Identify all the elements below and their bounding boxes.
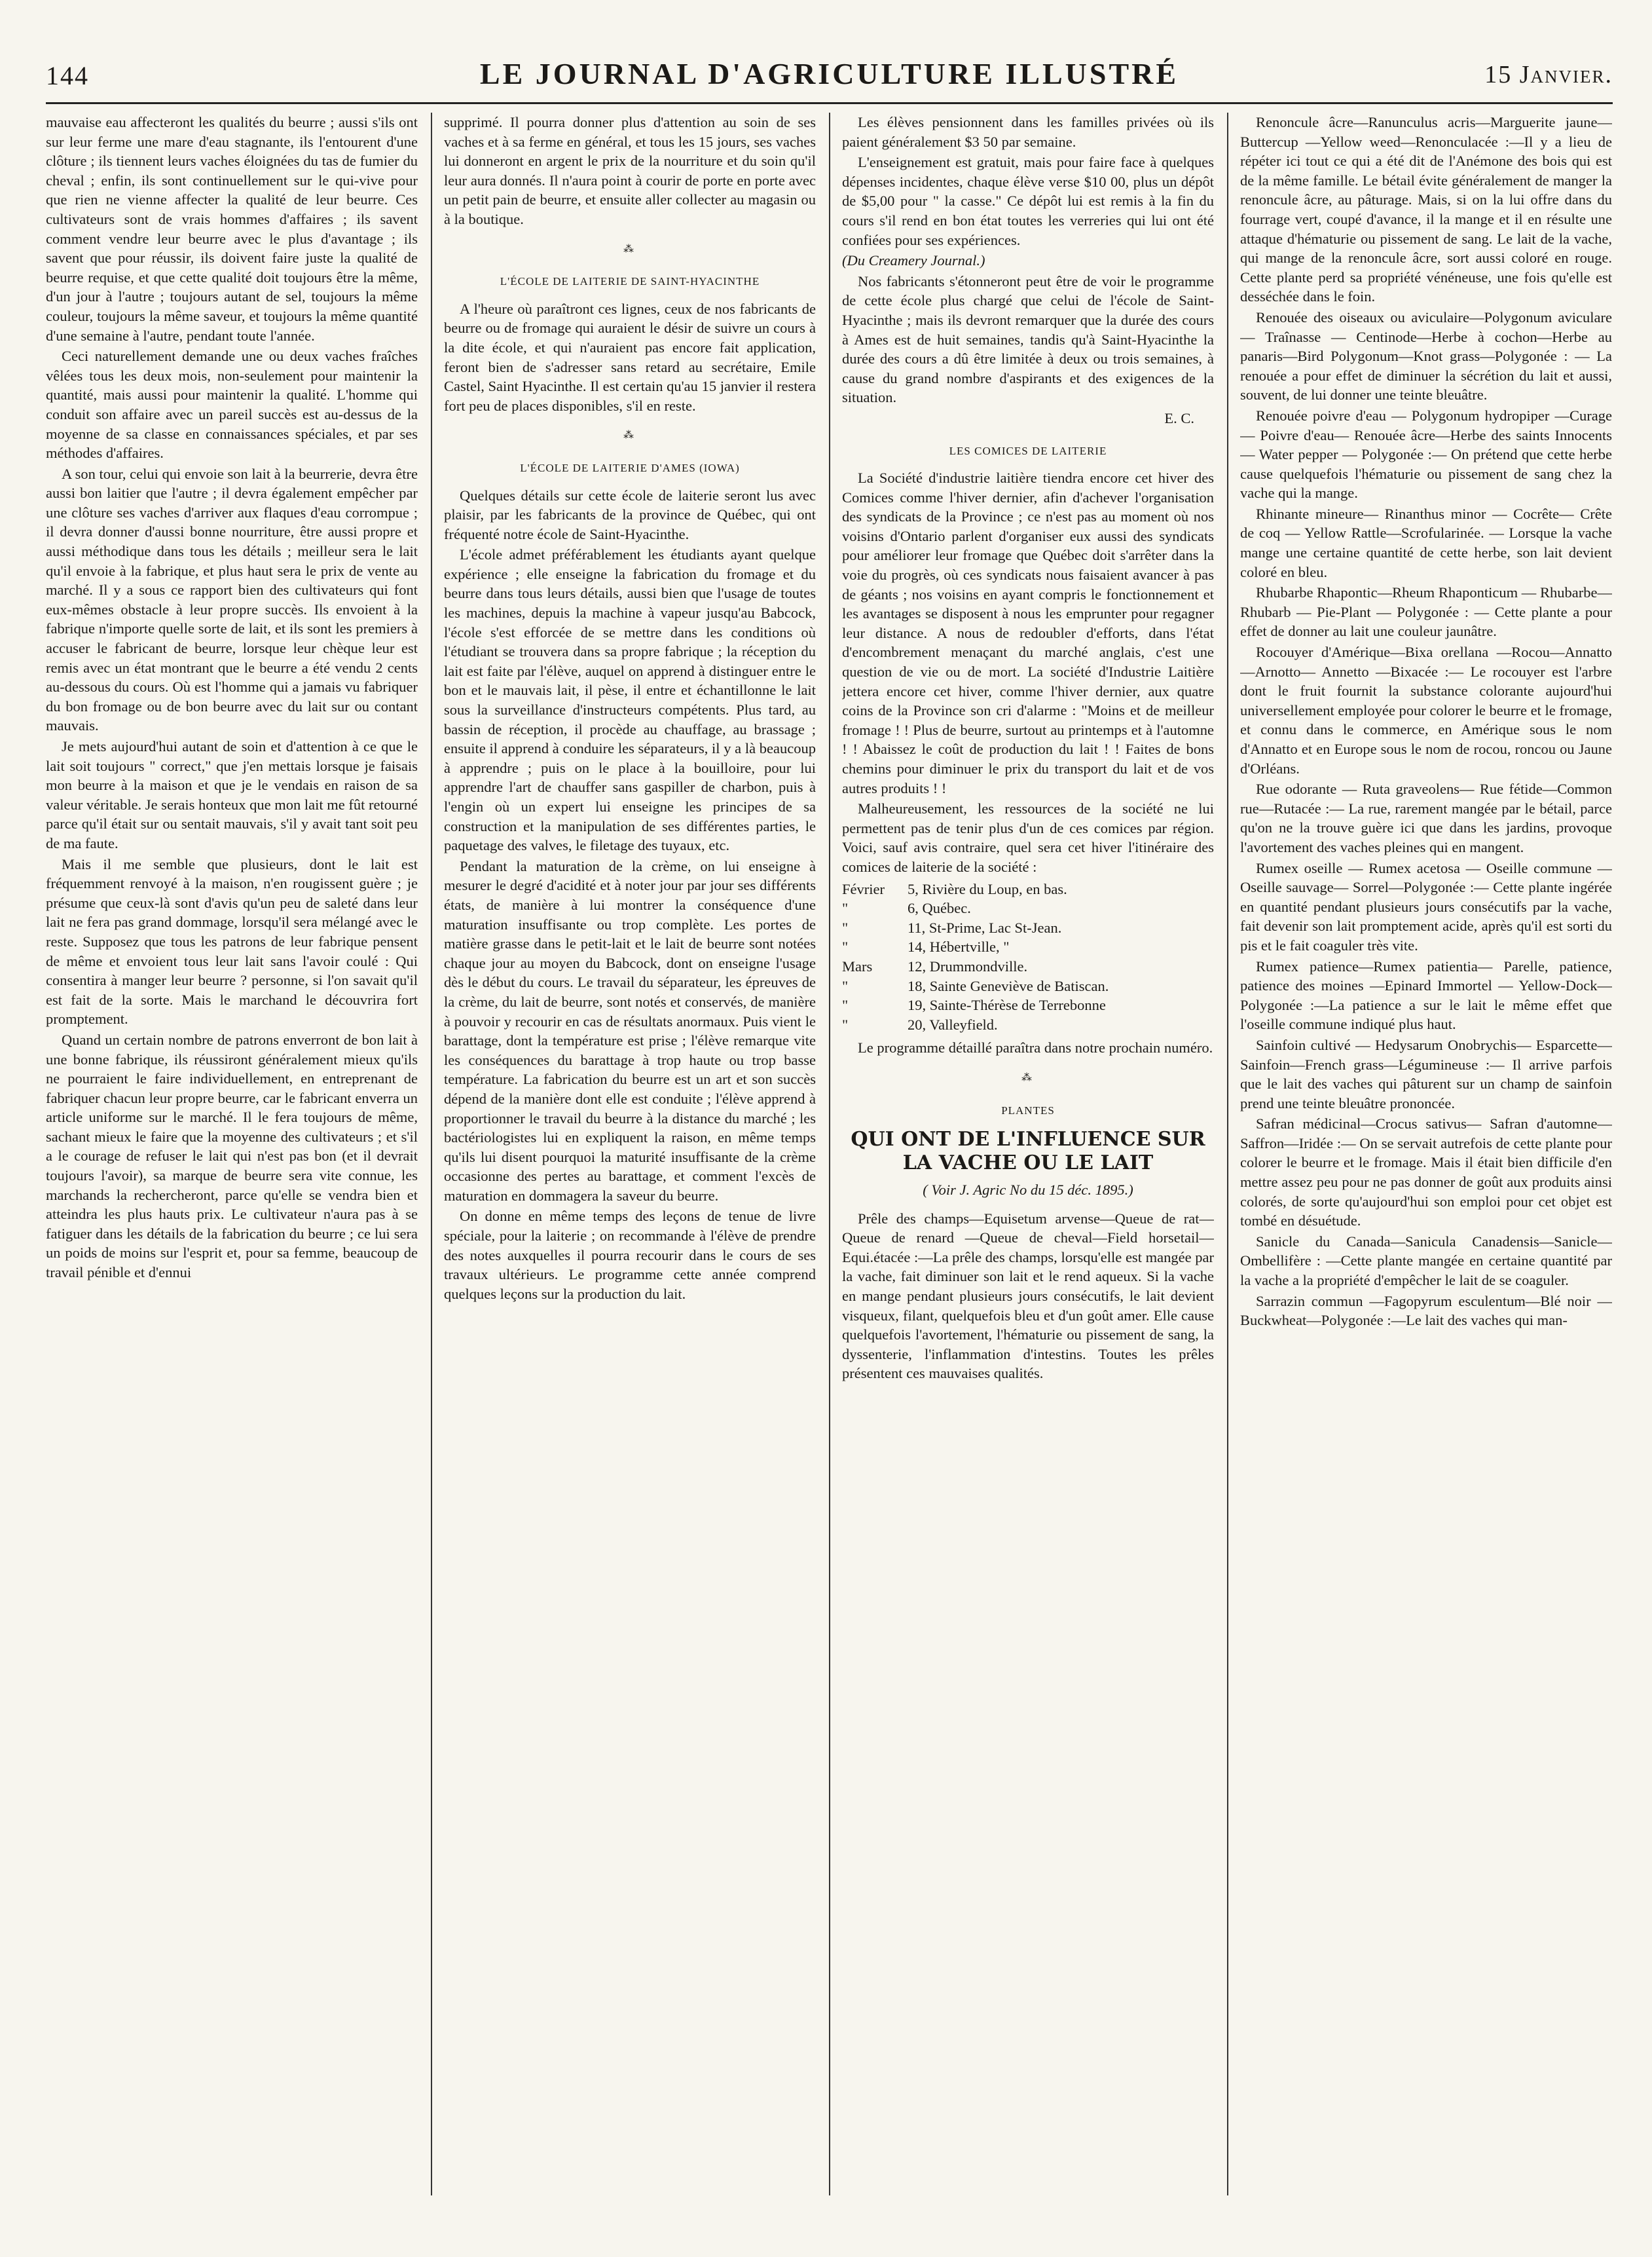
paragraph: Nos fabricants s'étonneront peut être de voir le programme de cette école plus chargé que celui de l'école de Saint-Hyacinthe ; mais ils devront remarquer que la durée des cours à Ames est de huit semaines, tandis qu'à Saint-Hyacinthe la durée des cours a dû être limitée à deux ou trois semaines, à cause du grand nombre d'aspirants et des exigences de la situation.	[842, 272, 1214, 406]
paragraph: Ceci naturellement demande une ou deux vaches fraîches vêlées tous les deux mois, non-seulement pour maintenir la quantité, mais aussi pour maintenir la qualité. L'homme qui conduit son affaire avec un pareil succès est au-dessus de la moyenne de sa classe en connaissances spéciales, et par ses méthodes d'affaires.	[46, 348, 418, 462]
issue-date: 15 Janvier.	[1484, 61, 1613, 88]
section-heading-ames: L'ÉCOLE DE LAITERIE D'AMES (IOWA)	[520, 461, 740, 474]
schedule-row: " 20, Valleyfield.	[842, 1016, 998, 1033]
paragraph: Les élèves pensionnent dans les familles privées où ils paient généralement $3 50 par semaine.	[842, 114, 1214, 150]
section-heading-saint-hyacinthe: L'ÉCOLE DE LAITERIE DE SAINT-HYACINTHE	[500, 275, 760, 288]
plants-label: PLANTES	[1001, 1104, 1055, 1117]
plant-entry: Rue odorante — Ruta graveolens— Rue fétide—Common rue—Rutacée :— La rue, rarement mangée par le bétail, parce qu'on ne la trouve guère ici que dans les jardins, provoque l'avortement des vaches pleines qui en mangent.	[1240, 781, 1612, 855]
paragraph: mauvaise eau affecteront les qualités du beurre ; aussi s'ils ont sur leur ferme une mare d'eau stagnante, ils l'entourent d'une clôture ; ils tiennent leurs vaches éloignées du tas de fumier du cheval ; enfin, ils sont continuellement sur le qui-vive pour que rien ne vienne affecter la qualité de leur beurre. Ces cultivateurs sont de vrais hommes d'affaires ; ils savent comment vendre leur beurre avec le plus d'avantage ; ils savent que pour réussir, ils doivent faire juste la qualité de beurre requise, et que cette qualité doit toujours être la même, d'un jour à l'autre ; toujours autant de sel, toujours la même couleur, toujours la même saveur, et toujours la même quantité d'une semaine à l'autre, pendant toute l'année.	[46, 114, 418, 344]
column-divider	[1227, 113, 1228, 2195]
paragraph: Mais il me semble que plusieurs, dont le lait est fréquemment renvoyé à la maison, n'en rougissent guère ; je présume que ceux-là sont d'avis qu'un peu de saleté dans leur lait ne fera pas grand dommage, lorsqu'il sera mélangé avec le reste. Supposez que tous les patrons de leur fabrique pensent de même et envoient tous leur lait sans l'avoir coulé : Qui consentira à manger leur beurre ? personne, si l'on savait qu'il est fait de la sorte. Mais le marchand le découvrira fort promptement.	[46, 855, 418, 1028]
section-ornament: ⁂	[623, 430, 636, 441]
plant-entry: Renouée poivre d'eau — Polygonum hydropiper —Curage— Poivre d'eau— Renouée âcre—Herbe des saints Innocents — Water pepper — Polygonée :— On prétend que cette herbe cause quelquefois l'hématurie ou pissement de sang chez la vache qui la mange.	[1240, 407, 1612, 502]
section-heading-comices: LES COMICES DE LAITERIE	[949, 444, 1107, 457]
column-1	[46, 113, 418, 2209]
itinerary-schedule	[842, 880, 1214, 1035]
plant-entry: Sainfoin cultivé — Hedysarum Onobrychis— Esparcette—Sainfoin—French grass—Légumineuse :— Il arrive parfois que le lait des vaches qui pâturent sur un champ de sainfoin prend une teinte bleuâtre prononcée.	[1240, 1036, 1612, 1111]
source-citation: (Du Creamery Journal.)	[842, 252, 985, 269]
plant-entry: Rhubarbe Rhapontic—Rheum Rhaponticum — Rhubarbe— Rhubarb — Pie-Plant — Polygonée : — Cette plante a pour effet de donner au lait une couleur jaunâtre.	[1240, 584, 1612, 640]
column-2	[444, 113, 816, 2209]
section-ornament: ⁂	[623, 243, 636, 255]
paragraph: La Société d'industrie laitière tiendra encore cet hiver des Comices comme l'hiver dernier, afin d'achever l'organisation des syndicats de la Province ; ce n'est pas au moment où nos voisins d'Ontario parlent d'organiser eux aussi des syndicats pour améliorer leur fromage que Québec doit s'arrêter dans la voie du progrès, où ces syndicats nous faisaient avancer à pas de géants ; nos voisins en ayant compris le fonctionnement et les avantages se disposent à nous les emprunter pour regagner leur distance. A nous de redoubler d'efforts, dans l'état d'encombrement menaçant du marché anglais, c'est une question de vie ou de mort. La société d'Industrie Laitière jettera encore cet hiver, comme l'hiver dernier, aux quatre coins de la Province son cri d'alarme : "Moins et de meilleur fromage ! ! Plus de beurre, surtout au printemps et à l'automne ! ! Abaissez le coût de production du lait ! ! Faites de bons chemins pour diminuer le prix du transport du lait et de vos autres produits ! !	[842, 470, 1214, 796]
page-header	[46, 51, 1613, 103]
journal-title: LE JOURNAL D'AGRICULTURE ILLUSTRÉ	[479, 57, 1179, 90]
paragraph: A son tour, celui qui envoie son lait à la beurrerie, devra être aussi bon laitier que l'autre ; il devra également empêcher par une clôture ses vaches d'arriver aux flaques d'eau corrompue ; il devra donner d'aussi bonne nourriture, être aussi propre et aussi méthodique dans tous les détails ; meilleur sera le lait qu'il envoie à la fabrique, et plus haut sera le prix de vente au marché. Il y a sous ce rapport bien des cultivateurs qui font eux-mêmes obstacle à leur propre succès. Ils envoient à la fabrique n'importe quelle sorte de lait, et ils sont les premiers à accuser le fabricant de beurre, lorsque leur chèque leur est remis avec un état montrant que le beurre a été vendu 2 cents au-dessous du cours. Où est l'homme qui a jamais vu fabriquer du bon fromage ou de bon beurre avec du lait sur ou contant mauvais.	[46, 465, 418, 734]
schedule-row: " 11, St-Prime, Lac St-Jean.	[842, 919, 1062, 936]
section-ornament: ⁂	[1021, 1072, 1035, 1083]
plant-entry: Rumex oseille — Rumex acetosa — Oseille commune — Oseille sauvage— Sorrel—Polygonée :— Cette plante ingérée en quantité pendant plusieurs jours consécutifs par la vache, fait devenir son lait promptement acide, après qu'il est sorti du pis et le fait coaguler très vite.	[1240, 859, 1612, 954]
paragraph: Quand un certain nombre de patrons enverront de bon lait à une bonne fabrique, ils réussiront généralement mieux qu'ils ne pourraient le faire individuellement, en entreprenant de fabriquer chacun leur propre beurre, car le fabricant enverra un article uniforme sur le marché. Il le fera toujours de même, sachant mieux le faire que la moyenne des cultivateurs ; et s'il a le courage de refuser le lait qui n'est pas bon (et il devrait toujours l'avoir), sa marque de beurre sera vite connue, les marchands la rechercheront, parce qu'elle se vendra bien et atteindra les plus hauts prix. Le cultivateur n'aura pas à se fatiguer dans les détails de la fabrication du beurre ; ce lui sera un poids de moins sur l'esprit et, pour sa femme, beaucoup de travail pénible et d'ennui	[46, 1031, 418, 1281]
plant-entry: Rhinante mineure— Rinanthus minor — Cocrête— Crête de coq — Yellow Rattle—Scrofularinée. — Lorsque la vache mange une certaine quantité de cette herbe, son lait devient coloré en bleu.	[1240, 505, 1612, 580]
paragraph: L'enseignement est gratuit, mais pour faire face à quelques dépenses incidentes, chaque élève verse $10 00, plus un dépôt de $5,00 pour " la casse." Ce dépôt lui est remis à la fin du cours s'il rend en bon état toutes les verreries qui lui ont été confiées pour ses expériences.	[842, 154, 1214, 248]
newspaper-page	[46, 31, 1613, 2232]
paragraph: L'école admet préférablement les étudiants ayant quelque expérience ; elle enseigne la fabrication du fromage et du beurre dans tous leurs détails, aussi bien que l'usage de toutes les machines, depuis la machine à vapeur jusqu'au Babcock, l'école s'est efforcée de se mettre dans les conditions où l'étudiant se trouvera dans sa propre fabrique ; la réception du lait est faite par l'élève, auquel on apprend à distinguer entre le bon et le mauvais lait, il pèse, il entre et échantillonne le lait sous la surveillance d'instructeurs compétents. Plus tard, au bassin de réception, il procède au chauffage, au brassage ; ensuite il apprend à conduire les séparateurs, il y a là beaucoup à apprendre ; puis on le place à la bouilloire, pour lui apprendre l'art de chauffer sans gaspiller de charbon, puis à l'engin où un expert lui enseigne les principes de sa construction et la manipulation de ses différentes parties, le paquetage des valves, le filetage des tuyaux, etc.	[444, 546, 816, 854]
paragraph: On donne en même temps des leçons de tenue de livre spéciale, pour la laiterie ; on recommande à l'élève de prendre des notes auxquelles il pourra recourir dans le cours de ses travaux ultérieurs. Le programme cette année comprend quelques leçons sur la production du lait.	[444, 1208, 816, 1302]
plant-entry: Sarrazin commun —Fagopyrum esculentum—Blé noir — Buckwheat—Polygonée :—Le lait des vaches qui man-	[1240, 1292, 1612, 1329]
paragraph: Pendant la maturation de la crème, on lui enseigne à mesurer le degré d'acidité et à noter jour par jour ses différents états, de manière à lui montrer la conséquence d'une maturation insuffisante ou trop complète. Les portes de matière grasse dans le petit-lait et le lait de beurre sont notées chaque jour au moyen du Babcock, dont on enseigne l'usage dès le début du cours. Le travail du séparateur, les épreuves de la crème, du lait de beurre, sont notés et conservés, de manière à pouvoir y recourir en cas de résultats anormaux. Puis vient le barattage, dont la température est prise ; l'élève remarque vite les conséquences du barattage à trop haute ou trop basse température. La fabrication du beurre est un art et son succès dépend de la manière dont elle est conduite ; l'élève apprend à proportionner le travail du beurre à la distance du marché ; les bactériologistes lui en expliquent la raison, en même temps qu'ils lui disent pourquoi la maturité insuffisante de la crème occasionne des pertes au barattage, et comment l'excès de maturation en dommagera la saveur du beurre.	[444, 857, 816, 1204]
plant-entry: Renoncule âcre—Ranunculus acris—Marguerite jaune— Buttercup —Yellow weed—Renonculacée :—Il y a lieu de répéter ici tout ce qui a été dit de l'Anémone des bois qui est de la même famille. Le bétail évite généralement de manger la renoncule âcre, au pâturage. Mais, si on la lui offre dans du fourrage vert, coupé d'avance, il la mange et il en résulte une attaque d'hématurie ou pissement de sang. Le lait de la vache, qui mange de la renoncule âcre, sort aussi coloré en rouge. Cette plante perd sa propriété vénéneuse, une fois qu'elle est desséchée dans le foin.	[1240, 114, 1612, 305]
paragraph: Quelques détails sur cette école de laiterie seront lus avec plaisir, par les fabricants de la province de Québec, qui ont fréquenté notre école de Saint-Hyacinthe.	[444, 487, 816, 542]
paragraph: Je mets aujourd'hui autant de soin et d'attention à ce que le lait soit toujours " correct," que j'en mettais lorsque je faisais mon beurre à la maison et que je le vendais en raison de sa valeur véritable. Je serais honteux que mon lait me fût retourné parce qu'il était sur ou sentait mauvais, s'il y avait tant soit peu de ma faute.	[46, 738, 418, 851]
schedule-row: " 6, Québec.	[842, 900, 971, 917]
plant-entry: Rumex patience—Rumex patientia— Parelle, patience, patience des moines —Epinard Immortel — Yellow-Dock— Polygonée :—La patience a sur le lait le même effet que l'oseille commune indiqué plus haut.	[1240, 958, 1612, 1033]
header-rule	[46, 102, 1613, 104]
plant-entry: Renouée des oiseaux ou aviculaire—Polygonum aviculare — Traînasse — Centinode—Herbe à cochon—Herbe au panaris—Bird Polygonum—Knot grass—Polygonée : — La renouée a pour effet de diminuer la sécrétion du lait et aussi, souvent, de lui donner une teinte bleuâtre.	[1240, 308, 1612, 403]
plants-reference: ( Voir J. Agric No du 15 déc. 1895.)	[923, 1182, 1133, 1199]
column-4	[1240, 113, 1612, 2209]
paragraph: supprimé. Il pourra donner plus d'attention au soin de ses vaches et à sa ferme en général, et tous les 15 jours, ses vaches lui donneront en argent le prix de la nourriture et du soin qu'il leur aura donnés. Il n'aura point à courir de porte en porte avec un petit pain de beurre, et ensuite aller collecter au magasin ou à la boutique.	[444, 114, 816, 227]
paragraph: A l'heure où paraîtront ces lignes, ceux de nos fabricants de beurre ou de fromage qui auraient le désir de suivre un cours à la dite école, et qui n'auraient pas encore fait application, feront bien de s'adresser sans retard au secrétaire, Emile Castel, Saint Hyacinthe. Il est certain qu'au 15 janvier il restera fort peu de places disponibles, s'il en reste.	[444, 300, 816, 414]
page-number: 144	[46, 61, 89, 90]
column-divider	[829, 113, 830, 2195]
paragraph: Malheureusement, les ressources de la société ne lui permettent pas de tenir plus d'un de ces comices par région. Voici, sauf avis contraire, quel sera cet hiver l'itinéraire des comices de laiterie de la société :	[842, 800, 1214, 875]
paragraph: Le programme détaillé paraîtra dans notre prochain numéro.	[858, 1039, 1213, 1056]
plant-entry: Sanicle du Canada—Sanicula Canadensis—Sanicle—Ombellifère : —Cette plante mangée en certaine quantité par la vache a la propriété d'empêcher le lait de se coaguler.	[1240, 1233, 1612, 1289]
schedule-row: " 19, Sainte-Thérèse de Terrebonne	[842, 997, 1106, 1014]
schedule-row: " 18, Sainte Geneviève de Batiscan.	[842, 977, 1109, 994]
plant-entry: Prêle des champs—Equisetum arvense—Queue de rat—Queue de renard —Queue de cheval—Field horsetail—Equi.étacée :—La prêle des champs, lorsqu'elle est mangée par la vache, fait diminuer son lait et le rend aqueux. Si la vache en mange pendant plusieurs jours consécutifs, le lait devient visqueux, filant, quelquefois bleu et d'un goût amer. Elle cause quelquefois l'avortement, l'hématurie ou pissement de sang, la dyssenterie, l'inflammation d'intestins. Toutes les prêles présentent ces mauvaises qualités.	[842, 1210, 1214, 1382]
column-3	[842, 113, 1214, 2209]
column-divider	[431, 113, 432, 2195]
plant-entry: Safran médicinal—Crocus sativus— Safran d'automne—Saffron—Iridée :— On se servait autrefois de cette plante pour colorer le beurre et le fromage. Mais il était bien difficile d'en mettre assez peu pour ne pas donner de goût aux produits ainsi colorés, de sorte qu'aujourd'hui son emploi pour cet objet est tombé en désuétude.	[1240, 1115, 1612, 1229]
signature: E. C.	[1164, 409, 1194, 426]
schedule-row: Mars 12, Drummondville.	[842, 958, 1028, 975]
plants-title: QUI ONT DE L'INFLUENCE SUR LA VACHE OU LE LAIT	[851, 1128, 1205, 1175]
plant-entry: Rocouyer d'Amérique—Bixa orellana —Rocou—Annatto—Arnotto— Annetto —Bixacée :— Le rocouyer est l'arbre dont le fruit fournit la substance colorante aujourd'hui universellement employée pour colorer le beurre et le fromage, et connu dans le commerce, en Amérique sous le nom d'Annatto et en Europe sous le nom de rocou, roncou ou Jaune d'Orléans.	[1240, 644, 1612, 777]
schedule-row: Février 5, Rivière du Loup, en bas.	[842, 880, 1067, 897]
schedule-row: " 14, Hébertville, "	[842, 939, 1010, 956]
